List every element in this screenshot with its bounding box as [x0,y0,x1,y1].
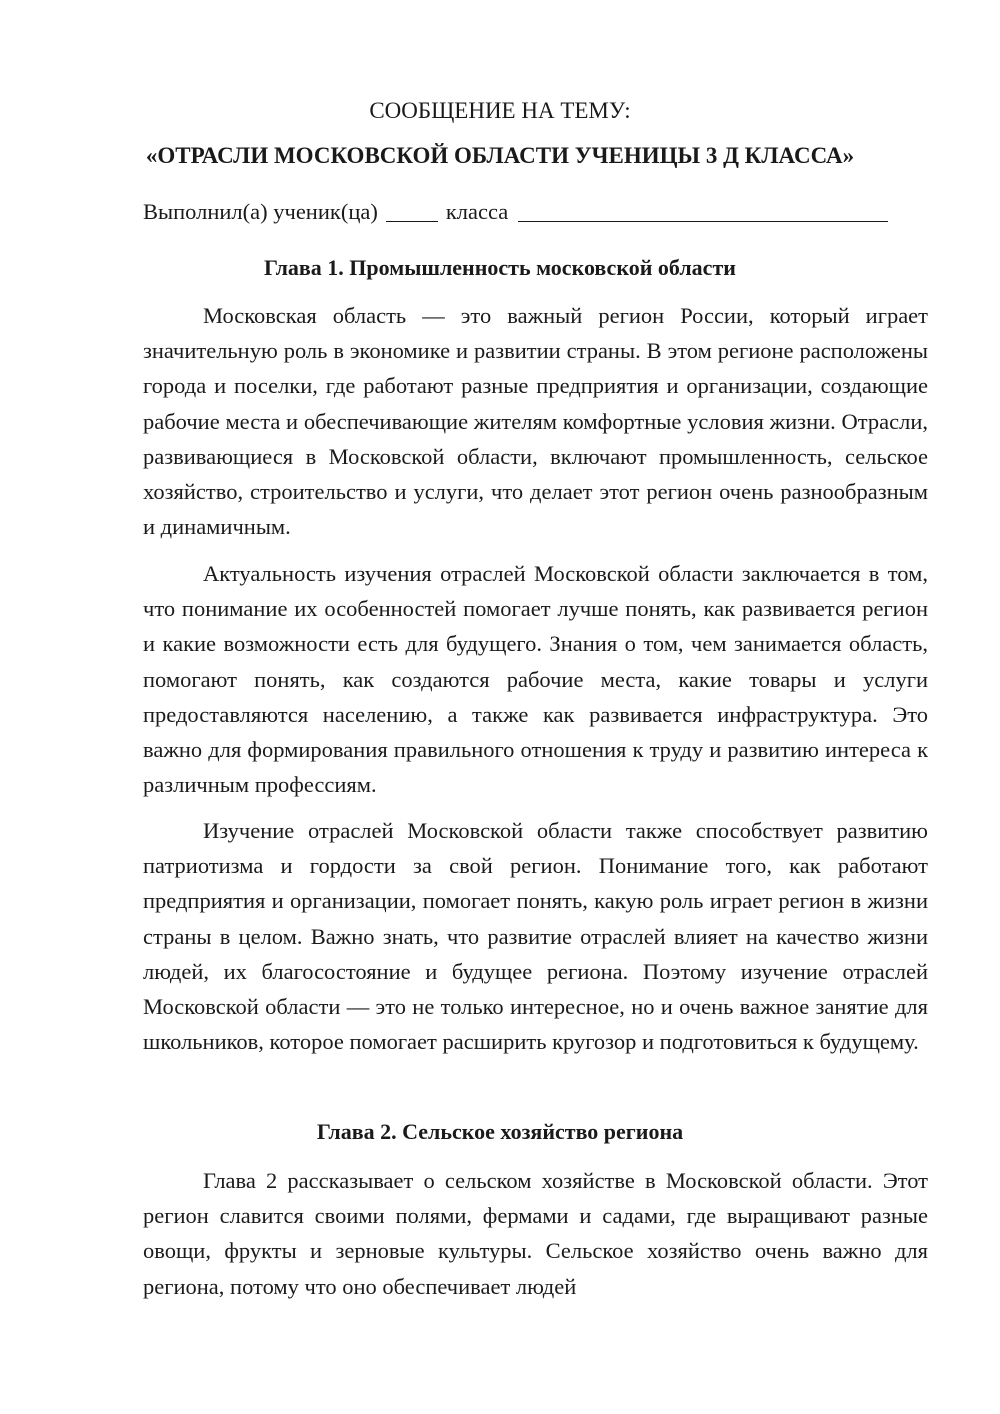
chapter-2-heading: Глава 2. Сельское хозяйство региона [316,1119,684,1144]
chapter-2-paragraph-1: Глава 2 рассказывает о сельском хозяйстве в Московской области. Этот регион славится своими полями, фермами и садами, где выращивают разные овощи, фрукты и зерновые культуры. Сельское хозяйство очень важно для региона, потому что оно обеспечивает людей [143,1168,928,1299]
name-blank-field[interactable] [518,199,888,222]
author-line [143,197,933,227]
chapter-1-paragraph-1: Московская область — это важный регион России, который играет значительную роль в экономике и развитии страны. В этом регионе расположены города и поселки, где работают разные предприятия и организации, создающие рабочие места и обеспечивающие жителям комфортные условия жизни. Отрасли, развивающиеся в Московской области, включают промышленность, сельское хозяйство, строительство и услуги, что делает этот регион очень разнообразным и динамичным. [143,303,928,540]
author-middle: класса [445,199,509,224]
chapter-1-heading: Глава 1. Промышленность московской области [264,255,736,280]
chapter-1-paragraph-2: Актуальность изучения отраслей Московской области заключается в том, что понимание их особенностей помогает лучше понять, как развивается регион и какие возможности есть для будущего. Знания о том, чем занимается область, помогают понять, как создаются рабочие места, какие товары и услуги предоставляются населению, а также как развивается инфраструктура. Это важно для формирования правильного отношения к труду и развитию интереса к различным профессиям. [143,561,928,798]
grade-blank-field[interactable] [386,199,438,222]
chapter-1-paragraph-3: Изучение отраслей Московской области также способствует развитию патриотизма и гордости за свой регион. Понимание того, как работают предприятия и организации, помогает понять, какую роль играет регион в жизни страны в целом. Важно знать, что развитие отраслей влияет на качество жизни людей, их благосостояние и будущее региона. Поэтому изучение отраслей Московской области — это не только интересное, но и очень важное занятие для школьников, которое помогает расширить кругозор и подготовиться к будущему. [143,818,928,1055]
document-title-line-1: СООБЩЕНИЕ НА ТЕМУ: [369,98,631,123]
document-title-line-2: «ОТРАСЛИ МОСКОВСКОЙ ОБЛАСТИ УЧЕНИЦЫ 3 Д КЛАССА» [145,143,855,168]
author-prefix: Выполнил(а) ученик(ца) [143,199,378,224]
